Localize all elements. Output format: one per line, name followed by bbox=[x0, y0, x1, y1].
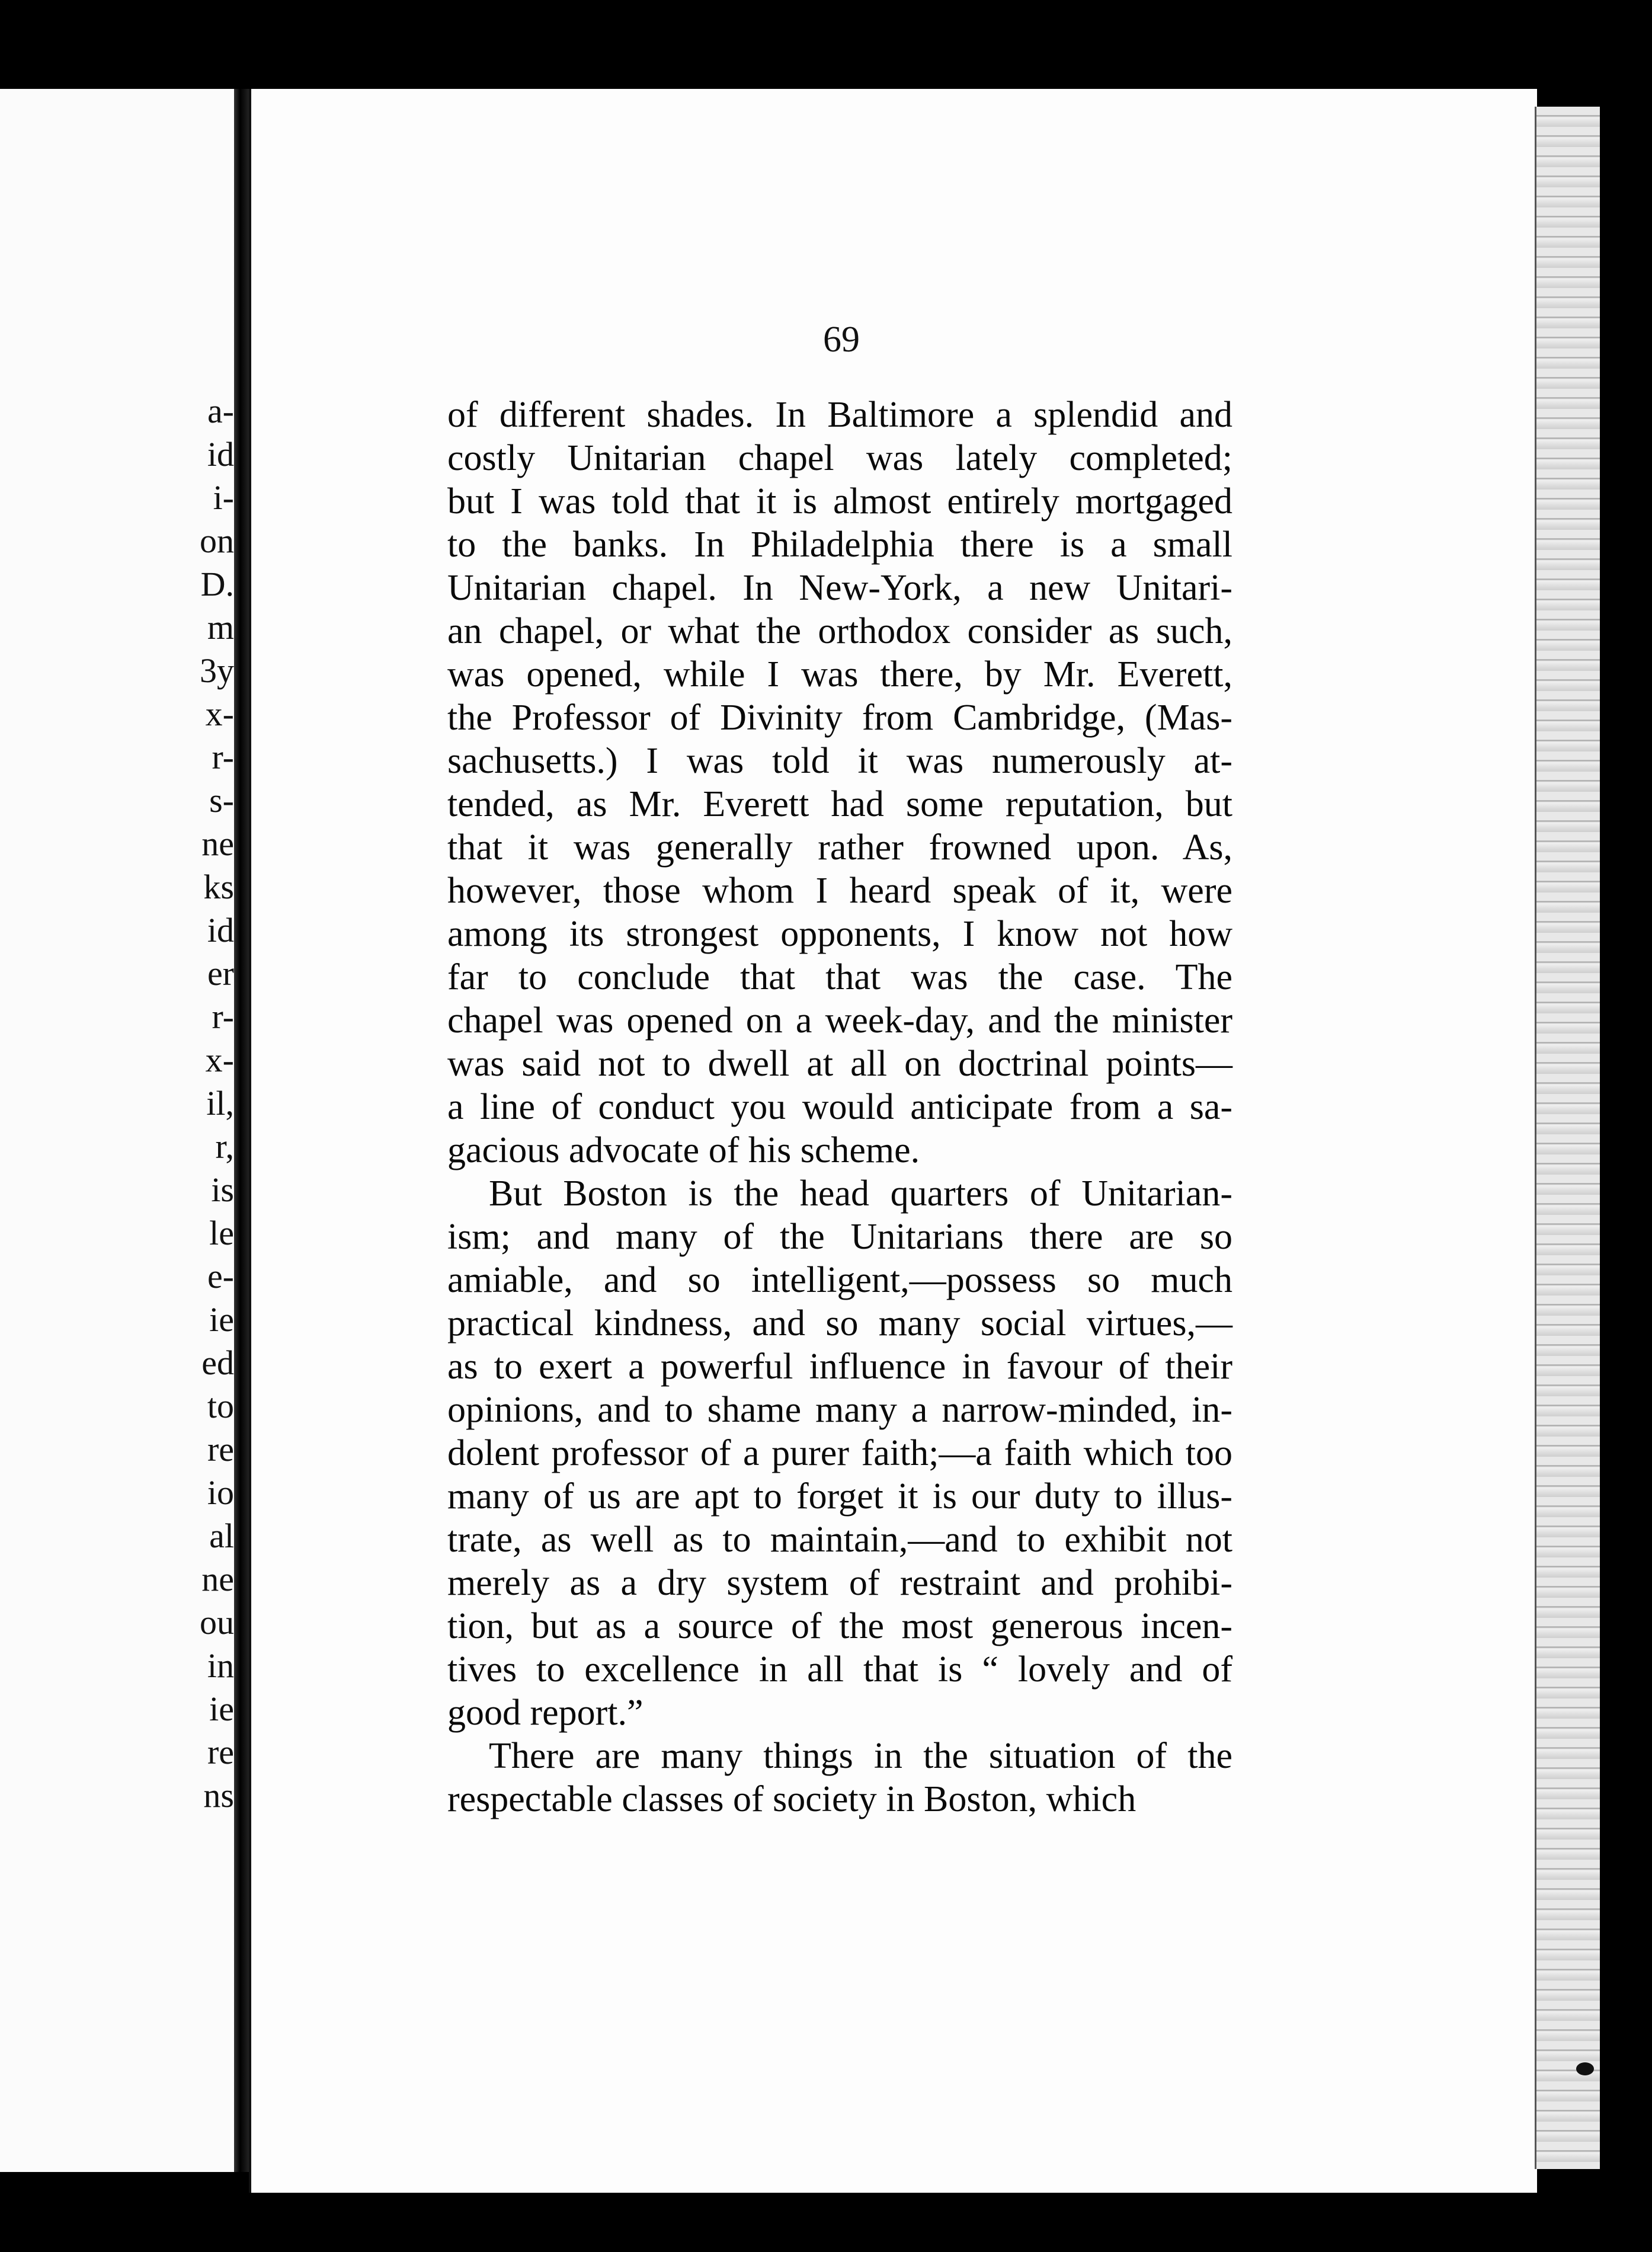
left-page-fragment: il, bbox=[206, 1084, 234, 1122]
left-page-fragment: ne bbox=[201, 1560, 234, 1598]
left-page-fragment: a- bbox=[207, 392, 234, 430]
ink-blot bbox=[1576, 2062, 1594, 2075]
left-page-fragment: al bbox=[209, 1517, 234, 1555]
text-line: among its strongest opponents, I know not how bbox=[447, 914, 1232, 954]
text-line: chapel was opened on a week-day, and the minister bbox=[447, 1000, 1232, 1041]
left-page-fragment: x- bbox=[205, 695, 234, 733]
left-page-fragment: r- bbox=[212, 997, 234, 1036]
text-line: to the banks. In Philadelphia there is a small bbox=[447, 524, 1232, 565]
text-line: good report.” bbox=[447, 1693, 643, 1733]
left-page-fragment: r- bbox=[212, 738, 234, 776]
text-line: of different shades. In Baltimore a splendid and bbox=[447, 395, 1232, 435]
left-page-fragment: e- bbox=[207, 1257, 234, 1295]
left-page-fragment: s- bbox=[209, 781, 234, 820]
text-line: There are many things in the situation of the bbox=[489, 1736, 1232, 1776]
left-page-fragment: re bbox=[207, 1430, 234, 1469]
text-line: that it was generally rather frowned upon. As, bbox=[447, 827, 1232, 868]
text-line: tives to excellence in all that is “ lovely and of bbox=[447, 1649, 1232, 1690]
text-line: But Boston is the head quarters of Unitarian- bbox=[489, 1173, 1232, 1214]
text-line: sachusetts.) I was told it was numerously at- bbox=[447, 741, 1232, 781]
text-line: amiable, and so intelligent,—possess so much bbox=[447, 1260, 1232, 1300]
text-line: ism; and many of the Unitarians there are so bbox=[447, 1217, 1232, 1257]
left-page-fragment: to bbox=[207, 1387, 234, 1425]
left-page-fragment: r, bbox=[215, 1127, 234, 1166]
left-page-fragment: ns bbox=[203, 1776, 234, 1815]
text-line: a line of conduct you would anticipate from a sa- bbox=[447, 1087, 1232, 1127]
page-number: 69 bbox=[823, 319, 860, 360]
left-page-fragment: ks bbox=[203, 868, 234, 906]
text-line: gacious advocate of his scheme. bbox=[447, 1130, 920, 1170]
text-line: costly Unitarian chapel was lately completed; bbox=[447, 438, 1232, 478]
left-page-fragment: id bbox=[207, 435, 234, 474]
left-page-fragment: id bbox=[207, 911, 234, 949]
left-page-fragment: re bbox=[207, 1733, 234, 1771]
left-page-fragment: le bbox=[209, 1214, 234, 1252]
text-line: many of us are apt to forget it is our duty to illus- bbox=[447, 1476, 1232, 1517]
left-page-fragment: ou bbox=[200, 1603, 234, 1642]
left-page-fragment: D. bbox=[200, 565, 234, 603]
text-line: dolent professor of a purer faith;—a faith which too bbox=[447, 1433, 1232, 1473]
text-line: was opened, while I was there, by Mr. Everett, bbox=[447, 654, 1232, 695]
text-line: respectable classes of society in Boston, which bbox=[447, 1779, 1136, 1819]
text-line: tended, as Mr. Everett had some reputation, but bbox=[447, 784, 1232, 824]
left-page-fragment: ie bbox=[209, 1690, 234, 1728]
left-page bbox=[0, 89, 234, 2172]
text-line: merely as a dry system of restraint and prohibi- bbox=[447, 1563, 1232, 1603]
left-page-fragment: i- bbox=[213, 478, 234, 517]
page-body-text bbox=[447, 394, 1232, 1821]
left-page-fragment: x- bbox=[205, 1041, 234, 1079]
book-gutter bbox=[234, 89, 249, 2172]
text-line: however, those whom I heard speak of it, were bbox=[447, 871, 1232, 911]
text-line: tion, but as a source of the most generous incen- bbox=[447, 1606, 1232, 1646]
left-page-fragment: 3y bbox=[200, 651, 234, 690]
left-page-fragment: ne bbox=[201, 824, 234, 863]
text-line: opinions, and to shame many a narrow-minded, in- bbox=[447, 1390, 1232, 1430]
text-line: far to conclude that that was the case. The bbox=[447, 957, 1232, 997]
text-line: was said not to dwell at all on doctrinal points— bbox=[447, 1044, 1232, 1084]
text-line: an chapel, or what the orthodox consider as such, bbox=[447, 611, 1232, 651]
text-line: but I was told that it is almost entirely mortgaged bbox=[447, 481, 1232, 522]
text-line: trate, as well as to maintain,—and to exhibit not bbox=[447, 1520, 1232, 1560]
text-line: as to exert a powerful influence in favour of their bbox=[447, 1346, 1232, 1387]
background-edge bbox=[1600, 107, 1652, 2169]
left-page-fragment: io bbox=[207, 1473, 234, 1512]
left-page-fragment: er bbox=[207, 954, 234, 993]
text-line: practical kindness, and so many social virtues,— bbox=[447, 1303, 1232, 1343]
text-line: the Professor of Divinity from Cambridge, (Mas- bbox=[447, 698, 1232, 738]
text-line: Unitarian chapel. In New-York, a new Unitari- bbox=[447, 568, 1232, 608]
left-page-fragment: ed bbox=[201, 1343, 234, 1382]
left-page-fragment: in bbox=[207, 1646, 234, 1685]
left-page-fragment: is bbox=[211, 1170, 234, 1209]
left-page-fragment: on bbox=[200, 522, 234, 560]
left-page-fragment: ie bbox=[209, 1300, 234, 1339]
page-edges bbox=[1535, 107, 1602, 2169]
left-page-fragment: m bbox=[207, 608, 234, 647]
